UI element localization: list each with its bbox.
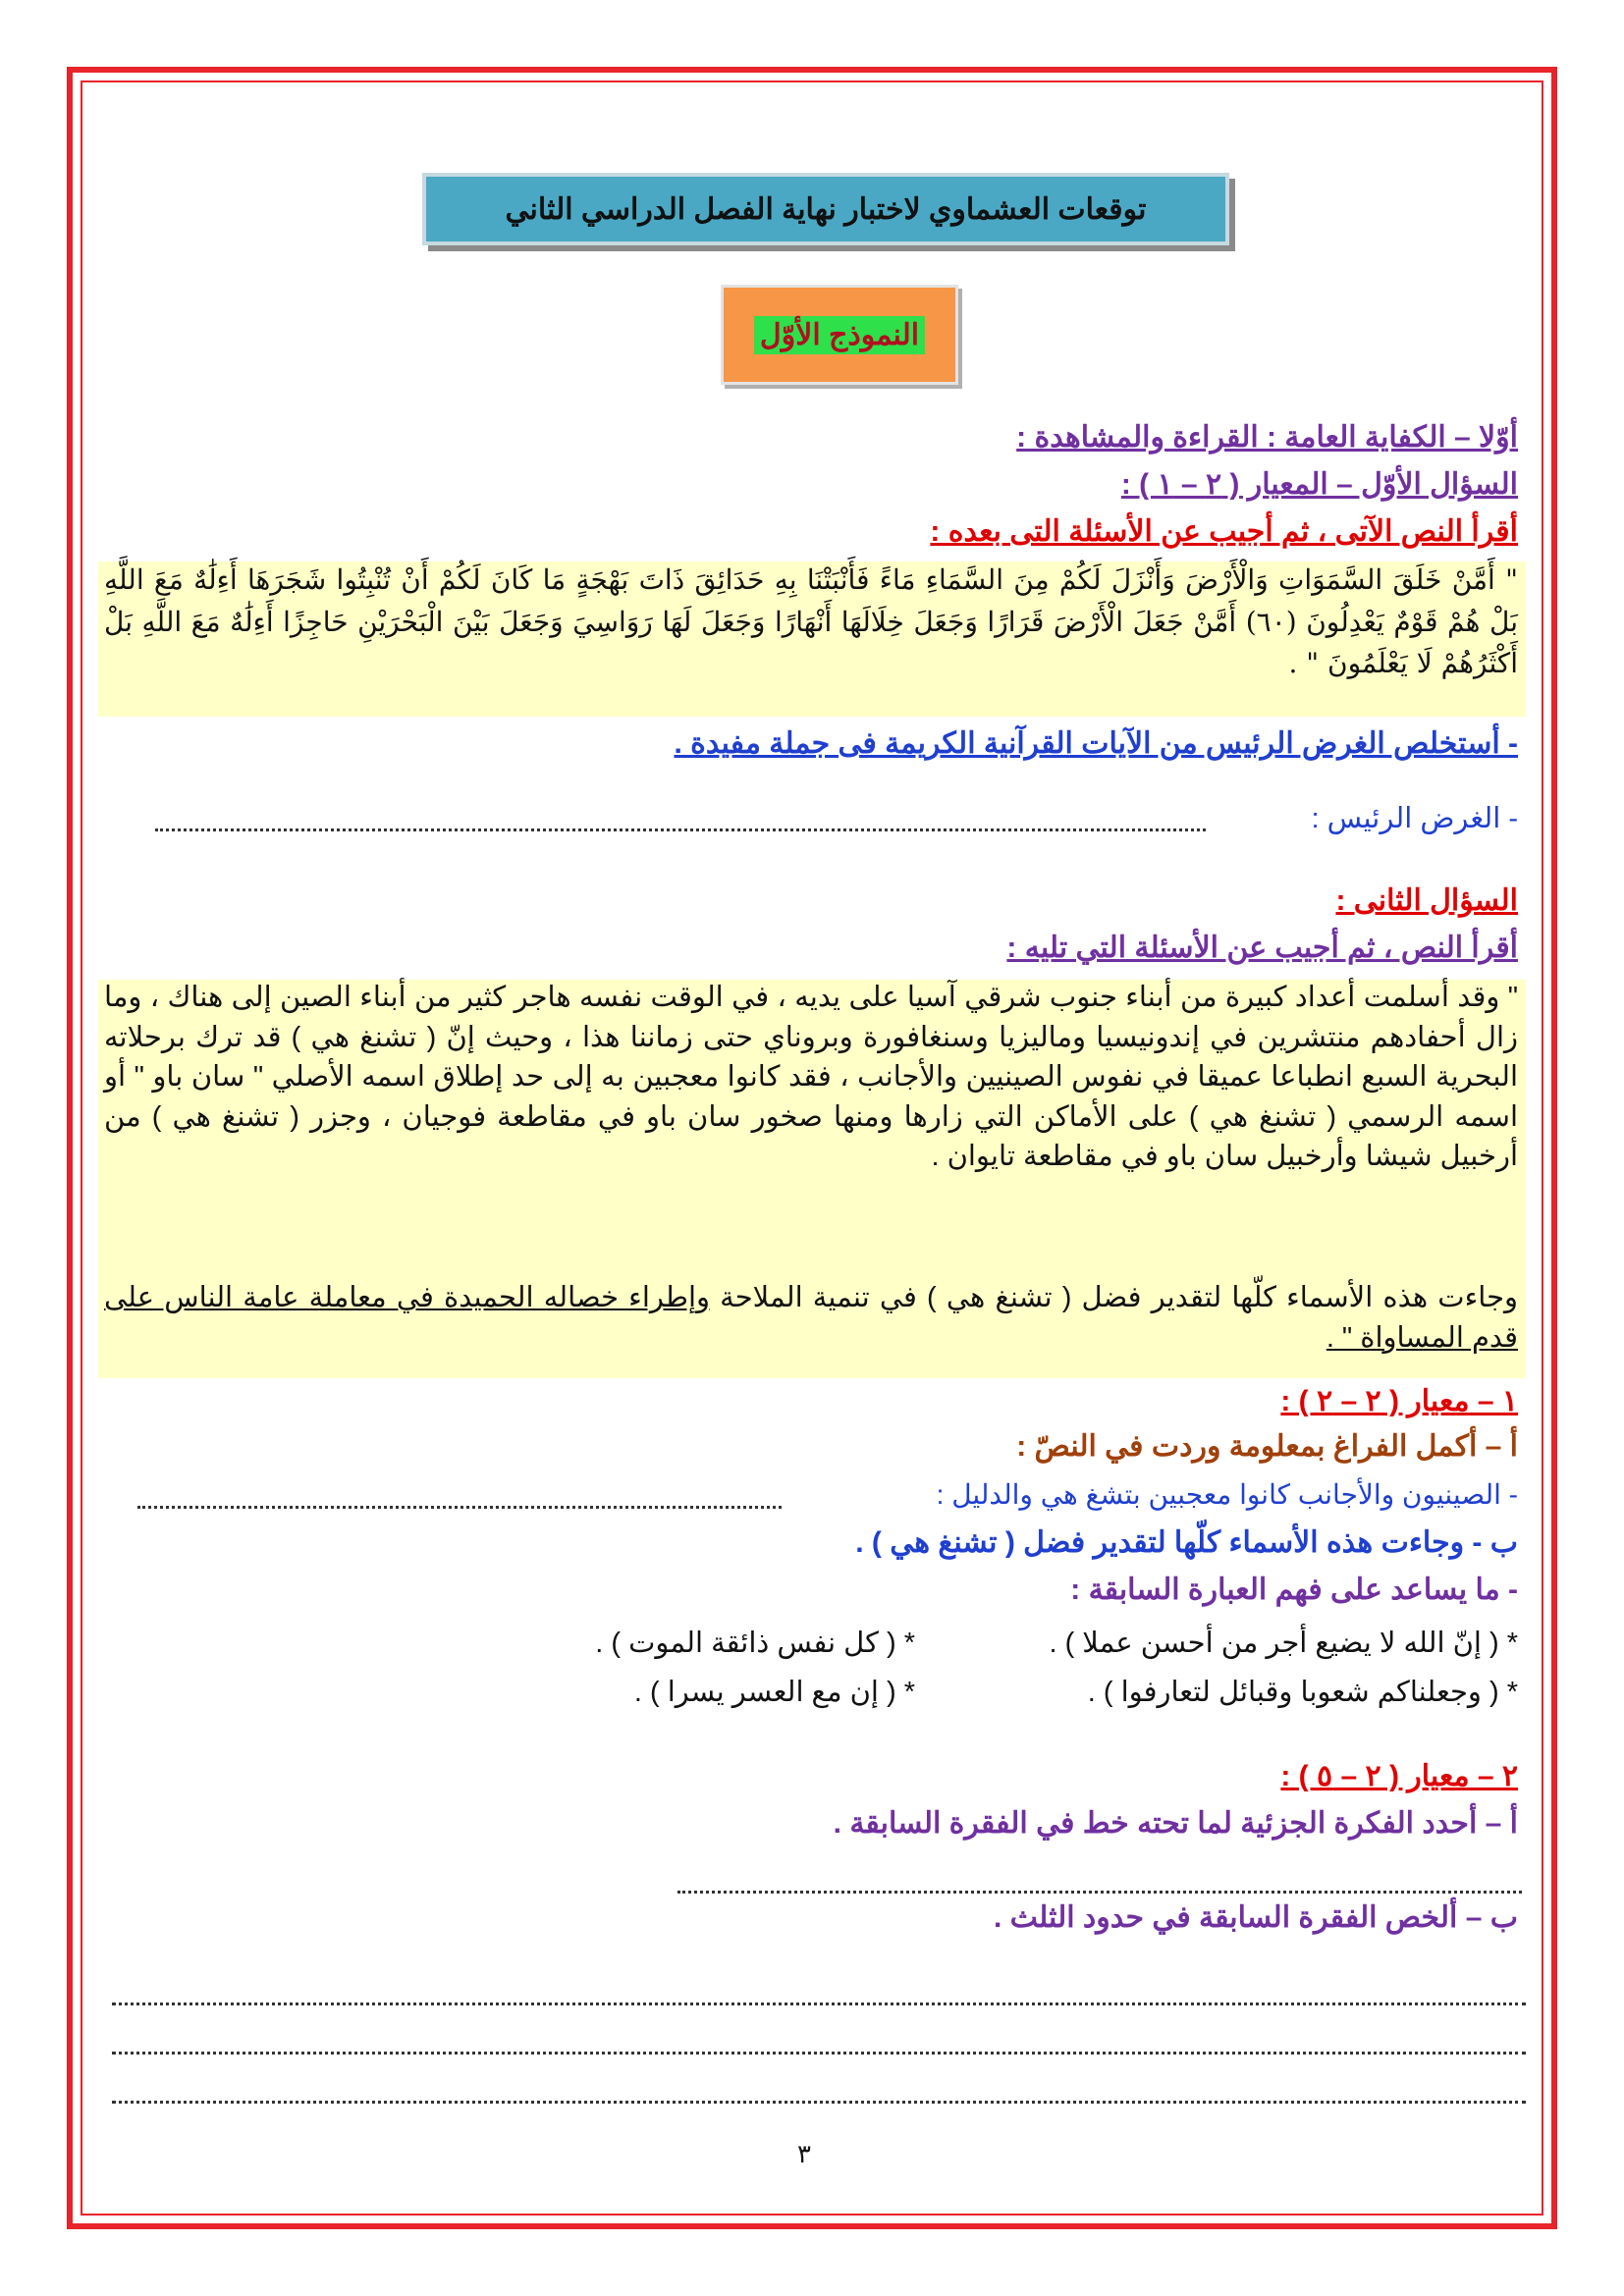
question1-label: السؤال الأوّل – المعيار ( ٢ – ١ ) : (1120, 468, 1518, 501)
question1-task: - أستخلص الغرض الرئيس من الآيات القرآنية الكريمة فى جملة مفيدة . (674, 727, 1518, 760)
option-2: * ( كل نفس ذائقة الموت ) . (595, 1628, 915, 1659)
answer-line (155, 828, 1206, 831)
criterion1-part-b-question: - ما يساعد على فهم العبارة السابقة : (1070, 1574, 1518, 1606)
criterion1-part-a: أ – أكمل الفراغ بمعلومة وردت في النصّ : (1016, 1430, 1518, 1463)
criterion1-label: ١ – معيار ( ٢ – ٢ ) : (1280, 1385, 1518, 1417)
option-3: * ( وجعلناكم شعوبا وقبائل لتعارفوا ) . (1087, 1677, 1518, 1708)
page-number: ٣ (797, 2140, 811, 2169)
title-banner (422, 173, 1229, 245)
criterion2-label: ٢ – معيار ( ٢ – ٥ ) : (1280, 1760, 1518, 1792)
criterion1-part-a-line: - الصينيون والأجانب كانوا معجبين بتشغ هي والدليل : (936, 1479, 1518, 1510)
model-title: النموذج الأوّل (754, 316, 925, 354)
passage-paragraph-2 (104, 1278, 1518, 1358)
answer-line (112, 2052, 1526, 2055)
passage-paragraph-2-plain: وجاءت هذه الأسماء كلّها لتقدير فضل ( تشنغ هي ) في تنمية الملاحة (710, 1282, 1518, 1313)
question2-label: السؤال الثانى : (1335, 884, 1518, 917)
main-purpose-label: - الغرض الرئيس : (1311, 803, 1518, 834)
page-title: توقعات العشماوي لاختبار نهاية الفصل الدراسي الثاني (505, 192, 1147, 226)
quran-text: " أَمَّنْ خَلَقَ السَّمَوَاتِ وَالْأَرْضَ وَأَنْزَلَ لَكُمْ مِنَ السَّمَاءِ مَاءً فَأَنْبَتْنَا بِهِ حَدَائِقَ ذَاتَ بَهْجَةٍ مَا كَانَ لَكُمْ أَنْ تُنْبِتُوا شَجَرَهَا أَءِلَٰهٌ مَعَ اللَّهِ بَلْ هُمْ قَوْمٌ يَعْدِلُونَ (٦٠) أَمَّنْ جَعَلَ الْأَرْضَ قَرَارًا وَجَعَلَ خِلَالَهَا أَنْهَارًا وَجَعَلَ لَهَا رَوَاسِيَ وَجَعَلَ بَيْنَ الْبَحْرَيْنِ حَاجِزًا أَءِلَٰهٌ مَعَ اللَّهِ بَلْ أَكْثَرُهُمْ لَا يَعْلَمُونَ " . (104, 563, 1518, 680)
question2-instruction: أقرأ النص ، ثم أجيب عن الأسئلة التي تليه : (1006, 932, 1518, 964)
answer-line (137, 1506, 782, 1509)
model-banner (721, 285, 958, 385)
option-1: * ( إنّ الله لا يضيع أجر من أحسن عملا ) . (1049, 1628, 1518, 1659)
criterion2-part-b: ب – ألخص الفقرة السابقة في حدود الثلث . (993, 1901, 1518, 1934)
option-4: * ( إن مع العسر يسرا ) . (633, 1677, 915, 1708)
answer-line (112, 2002, 1526, 2005)
worksheet-page (98, 98, 1526, 2199)
passage-paragraph-1: " وقد أسلمت أعداد كبيرة من أبناء جنوب شرقي آسيا على يديه ، في الوقت نفسه هاجر كثير من أبناء الصين إلى هناك ، وما زال أحفادهم منتشرين في إندونيسيا وماليزيا وسنغافورة وبروناي حتى زماننا هذا ، وحيث إنّ ( تشنغ هي ) قد ترك برحلاته البحرية السبع انطباعا عميقا في نفوس الصينيين والأجانب ، فقد كانوا معجبين به إلى حد إطلاق اسمه الأصلي " سان باو " أو اسمه الرسمي ( تشنغ هي ) على الأماكن التي زارها ومنها صخور سان باو في مقاطعة فوجيان ، وجزر ( تشنغ هي ) من أرخبيل شيشا وأرخبيل سان باو في مقاطعة تايوان . (104, 982, 1518, 1173)
question1-instruction: أقرأ النص الآتى ، ثم أجيب عن الأسئلة التى بعده : (930, 515, 1518, 548)
criterion2-part-a: أ – أحدد الفكرة الجزئية لما تحته خط في الفقرة السابقة . (833, 1807, 1518, 1840)
passage-underlined-text: وإطراء خصاله الحميدة في معاملة عامة الناس على قدم المساواة " . (104, 1282, 1518, 1354)
section-heading: أوّلا – الكفاية العامة : القراءة والمشاهدة : (1016, 421, 1518, 454)
answer-line (112, 2101, 1526, 2104)
criterion1-part-b: ب - وجاءت هذه الأسماء كلّها لتقدير فضل ( تشنغ هي ) . (855, 1526, 1518, 1559)
answer-line (677, 1891, 1522, 1894)
